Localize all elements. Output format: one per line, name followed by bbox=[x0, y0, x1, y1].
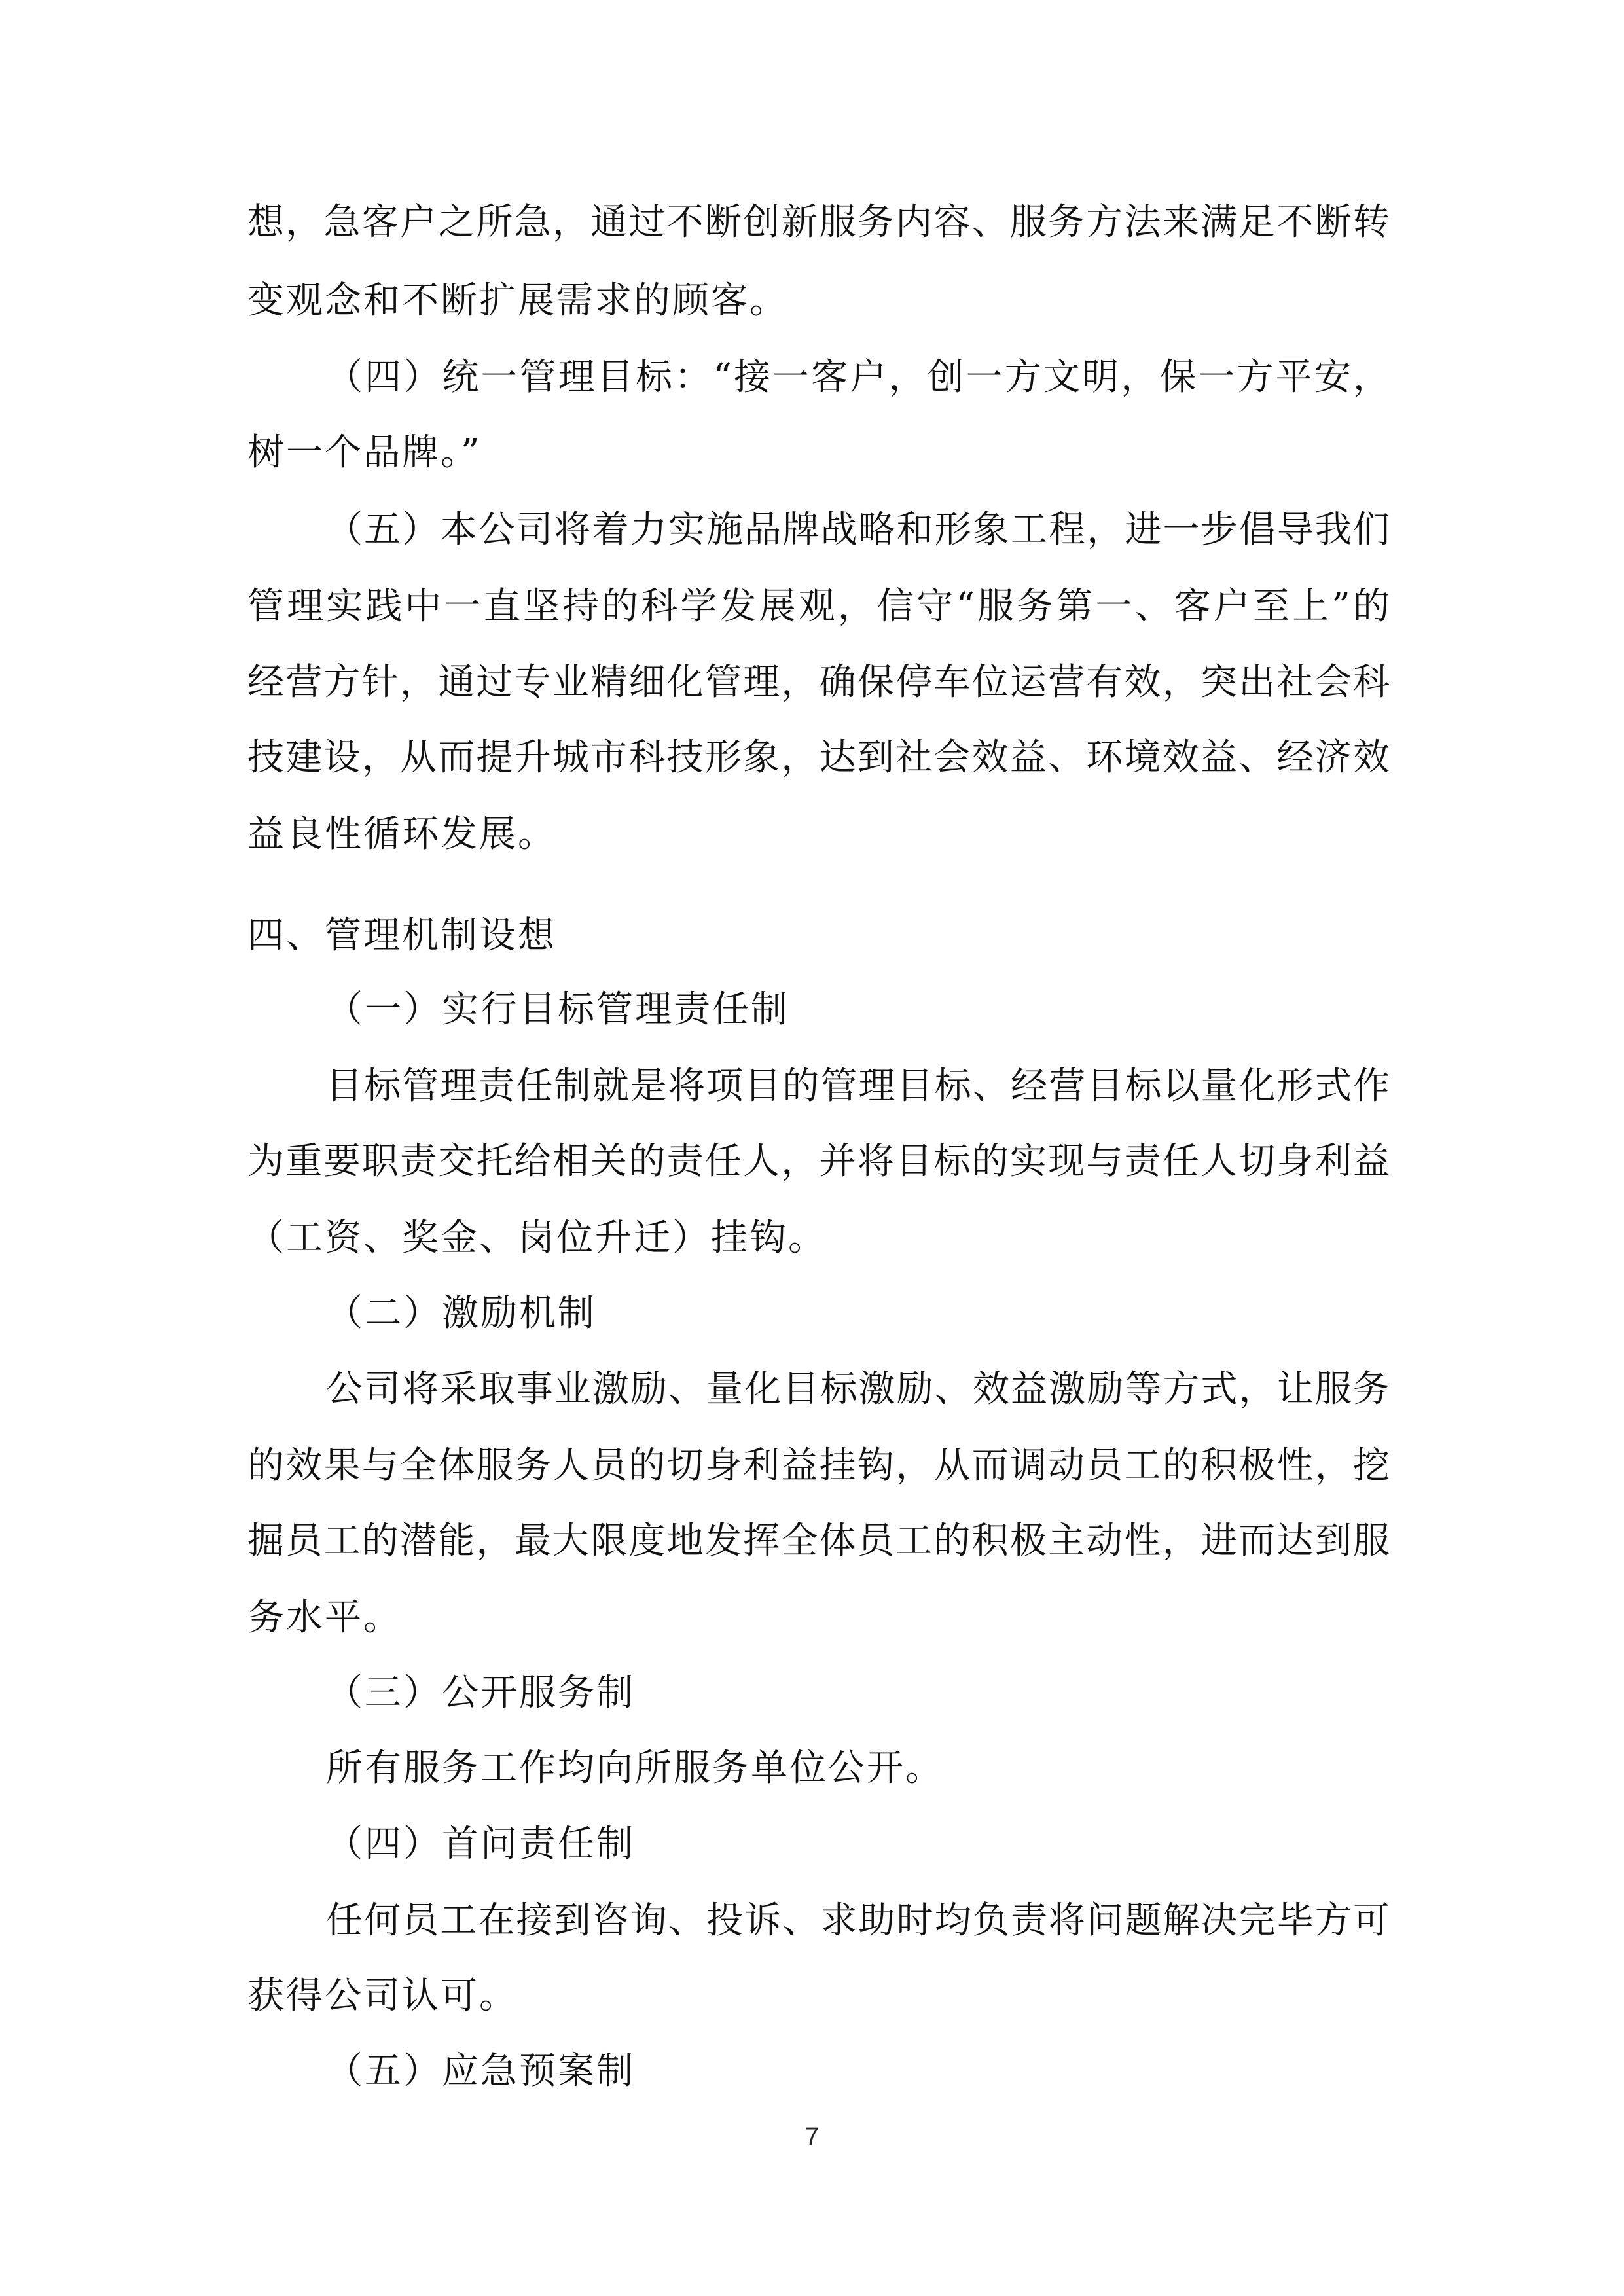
subsection-heading: （五）应急预案制 bbox=[326, 2050, 635, 2092]
paragraph-line: （五）本公司将着力实施品牌战略和形象工程，进一步倡导我们 bbox=[326, 509, 1390, 551]
subsection-heading: （三）公开服务制 bbox=[326, 1672, 635, 1714]
paragraph-line: 经营方针，通过专业精细化管理，确保停车位运营有效，突出社会科 bbox=[247, 661, 1390, 704]
paragraph-line: 管理实践中一直坚持的科学发展观，信守“服务第一、客户至上”的 bbox=[247, 585, 1390, 628]
paragraph-line: 变观念和不断扩展需求的顾客。 bbox=[247, 279, 788, 322]
paragraph-line: 所有服务工作均向所服务单位公开。 bbox=[326, 1747, 944, 1789]
paragraph-line: 树一个品牌。” bbox=[247, 431, 482, 474]
paragraph-line: （四）统一管理目标：“接一客户，创一方文明，保一方平安， bbox=[326, 356, 1390, 399]
paragraph-line: 目标管理责任制就是将项目的管理目标、经营目标以量化形式作 bbox=[326, 1065, 1390, 1107]
paragraph-line: 掘员工的潜能，最大限度地发挥全体员工的积极主动性，进而达到服 bbox=[247, 1520, 1390, 1562]
paragraph-line: 获得公司认可。 bbox=[247, 1975, 518, 2017]
subsection-heading: （一）实行目标管理责任制 bbox=[326, 988, 789, 1031]
section-heading: 四、管理机制设想 bbox=[247, 914, 556, 957]
subsection-heading: （四）首问责任制 bbox=[326, 1823, 635, 1865]
paragraph-line: （工资、奖金、岗位升迁）挂钩。 bbox=[247, 1217, 827, 1259]
page-number: 7 bbox=[804, 2123, 820, 2151]
paragraph-line: 的效果与全体服务人员的切身利益挂钩，从而调动员工的积极性，挖 bbox=[247, 1444, 1390, 1487]
paragraph-line: 公司将采取事业激励、量化目标激励、效益激励等方式，让服务 bbox=[326, 1368, 1390, 1410]
subsection-heading: （二）激励机制 bbox=[326, 1292, 596, 1335]
paragraph-line: 技建设，从而提升城市科技形象，达到社会效益、环境效益、经济效 bbox=[247, 736, 1390, 779]
paragraph-line: 务水平。 bbox=[247, 1596, 402, 1639]
paragraph-line: 为重要职责交托给相关的责任人，并将目标的实现与责任人切身利益 bbox=[247, 1140, 1390, 1183]
paragraph-line: 想，急客户之所急，通过不断创新服务内容、服务方法来满足不断转 bbox=[247, 201, 1390, 243]
paragraph-line: 益良性循环发展。 bbox=[247, 813, 556, 855]
paragraph-line: 任何员工在接到咨询、投诉、求助时均负责将问题解决完毕方可 bbox=[326, 1899, 1390, 1942]
